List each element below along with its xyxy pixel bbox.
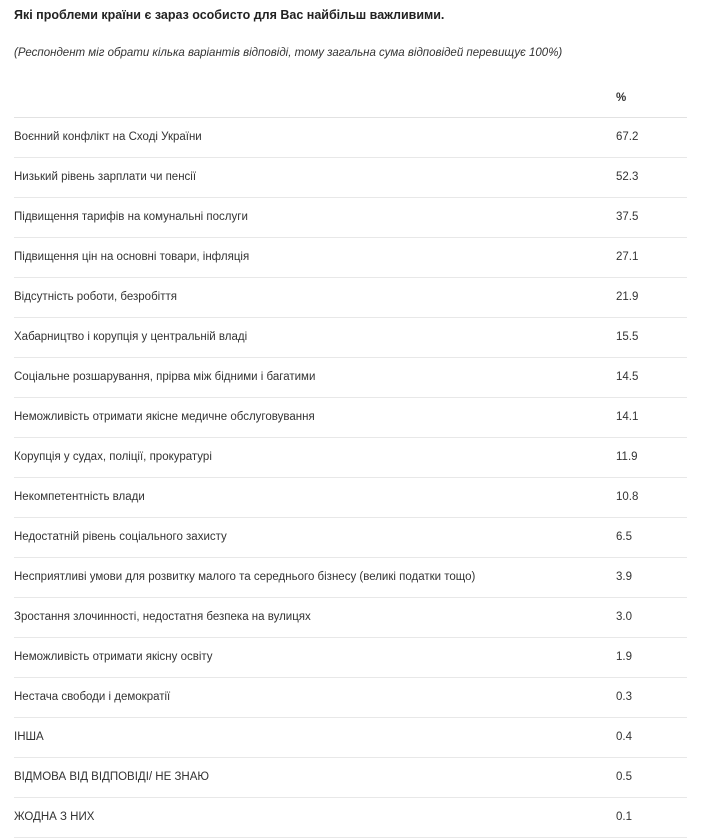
row-value: 0.1 xyxy=(616,797,687,837)
row-value: 3.0 xyxy=(616,597,687,637)
table-row xyxy=(14,637,687,677)
row-value: 11.9 xyxy=(616,437,687,477)
table-row xyxy=(14,557,687,597)
row-label: ІНША xyxy=(14,717,616,757)
row-label: Підвищення тарифів на комунальні послуги xyxy=(14,197,616,237)
table-row xyxy=(14,157,687,197)
table-row xyxy=(14,517,687,557)
table-header xyxy=(14,83,687,118)
row-value: 1.9 xyxy=(616,637,687,677)
table-row xyxy=(14,757,687,797)
results-table xyxy=(14,83,687,838)
table-row xyxy=(14,437,687,477)
row-label: Соціальне розшарування, прірва між бідними і багатими xyxy=(14,357,616,397)
table-row xyxy=(14,477,687,517)
table-header-row xyxy=(14,83,687,118)
row-label: Підвищення цін на основні товари, інфляція xyxy=(14,237,616,277)
row-label: Некомпетентність влади xyxy=(14,477,616,517)
row-label: Нестача свободи і демократії xyxy=(14,677,616,717)
table-body xyxy=(14,117,687,837)
table-row xyxy=(14,317,687,357)
row-label: ВІДМОВА ВІД ВІДПОВІДІ/ НЕ ЗНАЮ xyxy=(14,757,616,797)
row-label: Недостатній рівень соціального захисту xyxy=(14,517,616,557)
table-row xyxy=(14,797,687,837)
row-value: 67.2 xyxy=(616,117,687,157)
column-header-percent: % xyxy=(616,83,687,118)
row-value: 21.9 xyxy=(616,277,687,317)
column-header-label xyxy=(14,83,616,118)
row-label: Воєнний конфлікт на Сході України xyxy=(14,117,616,157)
row-value: 14.1 xyxy=(616,397,687,437)
row-value: 0.4 xyxy=(616,717,687,757)
row-label: Зростання злочинності, недостатня безпека на вулицях xyxy=(14,597,616,637)
row-value: 0.3 xyxy=(616,677,687,717)
row-value: 10.8 xyxy=(616,477,687,517)
table-row xyxy=(14,717,687,757)
table-row xyxy=(14,197,687,237)
table-row xyxy=(14,397,687,437)
table-row xyxy=(14,237,687,277)
survey-results-page xyxy=(0,7,701,838)
question-note: (Респондент міг обрати кілька варіантів відповіді, тому загальна сума відповідей перевищує 100%) xyxy=(14,46,563,59)
row-value: 6.5 xyxy=(616,517,687,557)
row-label: Хабарництво і корупція у центральній владі xyxy=(14,317,616,357)
table-row xyxy=(14,677,687,717)
row-label: Низький рівень зарплати чи пенсії xyxy=(14,157,616,197)
row-value: 52.3 xyxy=(616,157,687,197)
row-value: 37.5 xyxy=(616,197,687,237)
row-label: ЖОДНА З НИХ xyxy=(14,797,616,837)
row-label: Корупція у судах, поліції, прокуратурі xyxy=(14,437,616,477)
row-value: 0.5 xyxy=(616,757,687,797)
row-label: Відсутність роботи, безробіття xyxy=(14,277,616,317)
table-row xyxy=(14,597,687,637)
table-row xyxy=(14,277,687,317)
row-value: 14.5 xyxy=(616,357,687,397)
row-value: 27.1 xyxy=(616,237,687,277)
row-label: Неможливість отримати якісне медичне обслуговування xyxy=(14,397,616,437)
page-title: Які проблеми країни є зараз особисто для Вас найбільш важливими. xyxy=(14,8,445,22)
row-label: Несприятливі умови для розвитку малого та середнього бізнесу (великі податки тощо) xyxy=(14,557,616,597)
row-value: 15.5 xyxy=(616,317,687,357)
table-row xyxy=(14,117,687,157)
row-value: 3.9 xyxy=(616,557,687,597)
row-label: Неможливість отримати якісну освіту xyxy=(14,637,616,677)
table-row xyxy=(14,357,687,397)
